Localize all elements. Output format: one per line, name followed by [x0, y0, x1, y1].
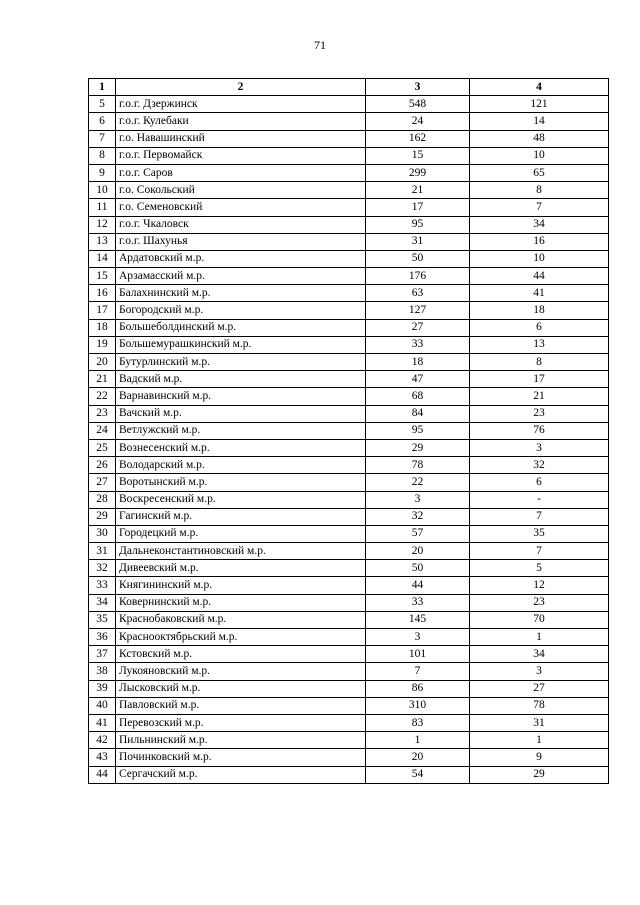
- value-col-4-cell: 70: [470, 611, 609, 628]
- table-row: [89, 714, 609, 731]
- data-table: [88, 78, 609, 784]
- row-index-cell: 38: [89, 663, 116, 680]
- value-col-3-cell: 20: [366, 749, 470, 766]
- district-name-cell: г.о.г. Дзержинск: [116, 96, 366, 113]
- header-col-3: 3: [366, 79, 470, 96]
- row-index-cell: 30: [89, 525, 116, 542]
- district-name-cell: Дальнеконстантиновский м.р.: [116, 543, 366, 560]
- value-col-3-cell: 50: [366, 560, 470, 577]
- table-header: [89, 79, 609, 96]
- value-col-3-cell: 44: [366, 577, 470, 594]
- row-index-cell: 13: [89, 233, 116, 250]
- value-col-3-cell: 548: [366, 96, 470, 113]
- value-col-3-cell: 145: [366, 611, 470, 628]
- table-row: [89, 732, 609, 749]
- value-col-4-cell: 1: [470, 732, 609, 749]
- table-row: [89, 680, 609, 697]
- value-col-4-cell: 65: [470, 164, 609, 181]
- table-body: [89, 96, 609, 784]
- value-col-3-cell: 50: [366, 250, 470, 267]
- district-name-cell: Перевозский м.р.: [116, 714, 366, 731]
- table-row: [89, 422, 609, 439]
- district-name-cell: Павловский м.р.: [116, 697, 366, 714]
- table-row: [89, 525, 609, 542]
- value-col-3-cell: 17: [366, 199, 470, 216]
- value-col-3-cell: 1: [366, 732, 470, 749]
- row-index-cell: 9: [89, 164, 116, 181]
- value-col-3-cell: 299: [366, 164, 470, 181]
- value-col-3-cell: 63: [366, 285, 470, 302]
- row-index-cell: 12: [89, 216, 116, 233]
- table-header-row: [89, 79, 609, 96]
- value-col-3-cell: 15: [366, 147, 470, 164]
- district-name-cell: Арзамасский м.р.: [116, 268, 366, 285]
- value-col-3-cell: 84: [366, 405, 470, 422]
- value-col-3-cell: 3: [366, 491, 470, 508]
- value-col-3-cell: 7: [366, 663, 470, 680]
- row-index-cell: 39: [89, 680, 116, 697]
- district-name-cell: Лукояновский м.р.: [116, 663, 366, 680]
- value-col-4-cell: 27: [470, 680, 609, 697]
- row-index-cell: 10: [89, 182, 116, 199]
- table-row: [89, 147, 609, 164]
- row-index-cell: 17: [89, 302, 116, 319]
- value-col-3-cell: 95: [366, 422, 470, 439]
- district-name-cell: Ардатовский м.р.: [116, 250, 366, 267]
- value-col-4-cell: 34: [470, 646, 609, 663]
- header-col-1: 1: [89, 79, 116, 96]
- table-row: [89, 474, 609, 491]
- value-col-4-cell: 29: [470, 766, 609, 783]
- district-name-cell: г.о.г. Кулебаки: [116, 113, 366, 130]
- district-name-cell: Володарский м.р.: [116, 457, 366, 474]
- table-row: [89, 697, 609, 714]
- row-index-cell: 34: [89, 594, 116, 611]
- district-name-cell: Воскресенский м.р.: [116, 491, 366, 508]
- value-col-3-cell: 68: [366, 388, 470, 405]
- value-col-3-cell: 78: [366, 457, 470, 474]
- row-index-cell: 14: [89, 250, 116, 267]
- value-col-4-cell: 23: [470, 594, 609, 611]
- table-row: [89, 182, 609, 199]
- value-col-3-cell: 20: [366, 543, 470, 560]
- value-col-4-cell: 6: [470, 319, 609, 336]
- value-col-3-cell: 57: [366, 525, 470, 542]
- row-index-cell: 35: [89, 611, 116, 628]
- district-name-cell: г.о. Семеновский: [116, 199, 366, 216]
- table-row: [89, 629, 609, 646]
- value-col-3-cell: 21: [366, 182, 470, 199]
- value-col-4-cell: 16: [470, 233, 609, 250]
- district-name-cell: Краснооктябрьский м.р.: [116, 629, 366, 646]
- table-row: [89, 319, 609, 336]
- row-index-cell: 28: [89, 491, 116, 508]
- table-row: [89, 405, 609, 422]
- row-index-cell: 26: [89, 457, 116, 474]
- value-col-3-cell: 47: [366, 371, 470, 388]
- page-number: 71: [314, 38, 326, 52]
- district-name-cell: Балахнинский м.р.: [116, 285, 366, 302]
- value-col-4-cell: 7: [470, 543, 609, 560]
- district-name-cell: Варнавинский м.р.: [116, 388, 366, 405]
- value-col-4-cell: 10: [470, 250, 609, 267]
- district-name-cell: Бутурлинский м.р.: [116, 354, 366, 371]
- row-index-cell: 6: [89, 113, 116, 130]
- row-index-cell: 37: [89, 646, 116, 663]
- table-row: [89, 439, 609, 456]
- table-row: [89, 577, 609, 594]
- table-row: [89, 646, 609, 663]
- value-col-3-cell: 95: [366, 216, 470, 233]
- header-col-2: 2: [116, 79, 366, 96]
- district-name-cell: Сергачский м.р.: [116, 766, 366, 783]
- row-index-cell: 8: [89, 147, 116, 164]
- table-row: [89, 388, 609, 405]
- value-col-4-cell: 3: [470, 663, 609, 680]
- value-col-4-cell: 76: [470, 422, 609, 439]
- value-col-4-cell: 121: [470, 96, 609, 113]
- table-row: [89, 594, 609, 611]
- district-name-cell: Воротынский м.р.: [116, 474, 366, 491]
- table-row: [89, 285, 609, 302]
- value-col-4-cell: 6: [470, 474, 609, 491]
- value-col-4-cell: 78: [470, 697, 609, 714]
- row-index-cell: 19: [89, 336, 116, 353]
- value-col-3-cell: 101: [366, 646, 470, 663]
- value-col-4-cell: 31: [470, 714, 609, 731]
- table-row: [89, 96, 609, 113]
- table-row: [89, 491, 609, 508]
- row-index-cell: 40: [89, 697, 116, 714]
- district-name-cell: Лысковский м.р.: [116, 680, 366, 697]
- value-col-3-cell: 3: [366, 629, 470, 646]
- table-row: [89, 560, 609, 577]
- value-col-4-cell: 12: [470, 577, 609, 594]
- value-col-4-cell: 41: [470, 285, 609, 302]
- value-col-3-cell: 29: [366, 439, 470, 456]
- row-index-cell: 20: [89, 354, 116, 371]
- table-row: [89, 508, 609, 525]
- value-col-4-cell: 17: [470, 371, 609, 388]
- value-col-4-cell: 35: [470, 525, 609, 542]
- table-row: [89, 336, 609, 353]
- value-col-3-cell: 24: [366, 113, 470, 130]
- table-row: [89, 113, 609, 130]
- district-name-cell: г.о.г. Первомайск: [116, 147, 366, 164]
- district-name-cell: Вачский м.р.: [116, 405, 366, 422]
- row-index-cell: 36: [89, 629, 116, 646]
- row-index-cell: 33: [89, 577, 116, 594]
- table-row: [89, 663, 609, 680]
- district-name-cell: Гагинский м.р.: [116, 508, 366, 525]
- value-col-4-cell: 9: [470, 749, 609, 766]
- row-index-cell: 41: [89, 714, 116, 731]
- table-row: [89, 233, 609, 250]
- table-row: [89, 543, 609, 560]
- row-index-cell: 21: [89, 371, 116, 388]
- value-col-3-cell: 83: [366, 714, 470, 731]
- value-col-4-cell: -: [470, 491, 609, 508]
- table-row: [89, 354, 609, 371]
- value-col-4-cell: 3: [470, 439, 609, 456]
- value-col-3-cell: 54: [366, 766, 470, 783]
- table-row: [89, 766, 609, 783]
- value-col-3-cell: 127: [366, 302, 470, 319]
- district-name-cell: г.о.г. Саров: [116, 164, 366, 181]
- row-index-cell: 29: [89, 508, 116, 525]
- value-col-3-cell: 33: [366, 336, 470, 353]
- value-col-3-cell: 32: [366, 508, 470, 525]
- district-name-cell: Починковский м.р.: [116, 749, 366, 766]
- value-col-3-cell: 310: [366, 697, 470, 714]
- value-col-3-cell: 18: [366, 354, 470, 371]
- district-name-cell: Дивеевский м.р.: [116, 560, 366, 577]
- row-index-cell: 42: [89, 732, 116, 749]
- table-row: [89, 457, 609, 474]
- row-index-cell: 16: [89, 285, 116, 302]
- value-col-4-cell: 1: [470, 629, 609, 646]
- row-index-cell: 43: [89, 749, 116, 766]
- value-col-3-cell: 162: [366, 130, 470, 147]
- value-col-4-cell: 23: [470, 405, 609, 422]
- row-index-cell: 5: [89, 96, 116, 113]
- value-col-4-cell: 21: [470, 388, 609, 405]
- table-row: [89, 268, 609, 285]
- row-index-cell: 44: [89, 766, 116, 783]
- value-col-3-cell: 27: [366, 319, 470, 336]
- district-name-cell: Вознесенский м.р.: [116, 439, 366, 456]
- table-row: [89, 216, 609, 233]
- value-col-4-cell: 13: [470, 336, 609, 353]
- table-row: [89, 611, 609, 628]
- table-row: [89, 199, 609, 216]
- district-name-cell: Кстовский м.р.: [116, 646, 366, 663]
- district-name-cell: Княгининский м.р.: [116, 577, 366, 594]
- value-col-4-cell: 32: [470, 457, 609, 474]
- district-name-cell: Ковернинский м.р.: [116, 594, 366, 611]
- value-col-3-cell: 22: [366, 474, 470, 491]
- district-name-cell: Большемурашкинский м.р.: [116, 336, 366, 353]
- table-row: [89, 164, 609, 181]
- value-col-4-cell: 8: [470, 182, 609, 199]
- row-index-cell: 24: [89, 422, 116, 439]
- row-index-cell: 27: [89, 474, 116, 491]
- table-row: [89, 250, 609, 267]
- value-col-4-cell: 8: [470, 354, 609, 371]
- district-name-cell: Пильнинский м.р.: [116, 732, 366, 749]
- value-col-4-cell: 7: [470, 199, 609, 216]
- district-name-cell: Ветлужский м.р.: [116, 422, 366, 439]
- table-row: [89, 371, 609, 388]
- value-col-4-cell: 48: [470, 130, 609, 147]
- value-col-3-cell: 33: [366, 594, 470, 611]
- row-index-cell: 32: [89, 560, 116, 577]
- row-index-cell: 11: [89, 199, 116, 216]
- row-index-cell: 25: [89, 439, 116, 456]
- district-name-cell: Краснобаковский м.р.: [116, 611, 366, 628]
- value-col-4-cell: 18: [470, 302, 609, 319]
- row-index-cell: 31: [89, 543, 116, 560]
- value-col-4-cell: 14: [470, 113, 609, 130]
- row-index-cell: 22: [89, 388, 116, 405]
- district-name-cell: Вадский м.р.: [116, 371, 366, 388]
- district-name-cell: г.о. Сокольский: [116, 182, 366, 199]
- district-name-cell: г.о. Навашинский: [116, 130, 366, 147]
- value-col-4-cell: 34: [470, 216, 609, 233]
- row-index-cell: 18: [89, 319, 116, 336]
- row-index-cell: 15: [89, 268, 116, 285]
- value-col-3-cell: 176: [366, 268, 470, 285]
- row-index-cell: 23: [89, 405, 116, 422]
- value-col-3-cell: 31: [366, 233, 470, 250]
- value-col-4-cell: 7: [470, 508, 609, 525]
- value-col-4-cell: 10: [470, 147, 609, 164]
- value-col-3-cell: 86: [366, 680, 470, 697]
- value-col-4-cell: 44: [470, 268, 609, 285]
- table-row: [89, 130, 609, 147]
- district-name-cell: Большеболдинский м.р.: [116, 319, 366, 336]
- district-name-cell: Богородский м.р.: [116, 302, 366, 319]
- row-index-cell: 7: [89, 130, 116, 147]
- value-col-4-cell: 5: [470, 560, 609, 577]
- district-name-cell: Городецкий м.р.: [116, 525, 366, 542]
- district-name-cell: г.о.г. Чкаловск: [116, 216, 366, 233]
- district-name-cell: г.о.г. Шахунья: [116, 233, 366, 250]
- header-col-4: 4: [470, 79, 609, 96]
- table-row: [89, 302, 609, 319]
- table-row: [89, 749, 609, 766]
